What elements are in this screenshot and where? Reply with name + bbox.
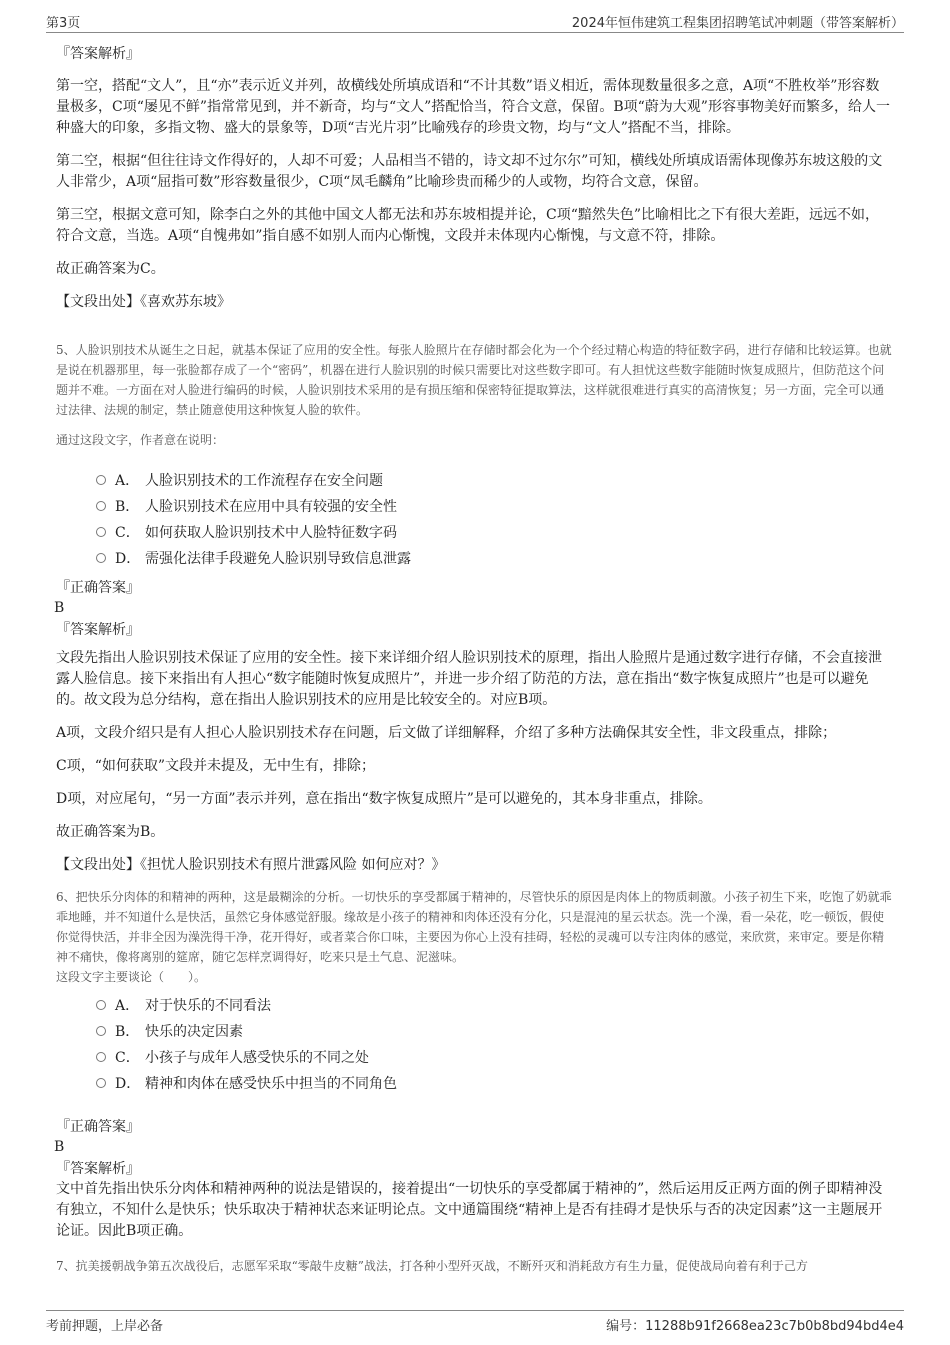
q4-analysis-paragraph-1: 第一空，搭配“文人”，且“亦”表示近义并列，故横线处所填成语和“不计其数”语义相近，需体现数量很多之意，A项“不胜枚举”形容数量极多，C项“屡见不鲜”指常常见到，并不新奇，均与“文人”搭配恰当，符合文意，保留。B项“蔚为大观”形容事物美好而繁多，给人一种盛大的印象，多指文物、盛大的景象等，D项“吉光片羽”比喻残存的珍贵文物，均与“文人”搭配不当，排除。	[56, 78, 890, 136]
question-6	[56, 887, 892, 1242]
q5-prompt: 通过这段文字，作者意在说明：	[56, 433, 225, 447]
q6-stem: 6、把快乐分肉体的和精神的两种，这是最糊涂的分析。一切快乐的享受都属于精神的，尽管快乐的原因是肉体上的物质刺激。小孩子初生下来，吃饱了奶就乖乖地睡，并不知道什么是快活，虽然它身体感觉舒服。缘故是小孩子的精神和肉体还没有分化，只是混沌的星云状态。洗一个澡，看一朵花，吃一顿饭，假使你觉得快活，并非全因为澡洗得干净，花开得好，或者菜合你口味，主要因为你心上没有挂碍，轻松的灵魂可以专注肉体的感觉，来欣赏，来审定。要是你精神不痛快，像将离别的筵席，随它怎样烹调得好，吃来只是土气息、泥滋味。	[56, 890, 892, 964]
q5-option-d[interactable]: D． 需强化法律手段避免人脸识别导致信息泄露	[96, 546, 892, 572]
q7-stem: 7、抗美援朝战争第五次战役后，志愿军采取“零敲牛皮糖”战法，打各种小型歼灭战，不断歼灭和消耗敌方有生力量，促使战局向着有利于己方	[56, 1259, 808, 1273]
q6-option-b[interactable]: B． 快乐的决定因素	[96, 1019, 892, 1045]
radio-icon[interactable]	[96, 475, 106, 485]
radio-icon[interactable]	[96, 501, 106, 511]
q5-option-a[interactable]: A． 人脸识别技术的工作流程存在安全问题	[96, 468, 892, 494]
radio-icon[interactable]	[96, 1078, 106, 1088]
radio-icon[interactable]	[96, 527, 106, 537]
q6-prompt: 这段文字主要谈论（ ）。	[56, 970, 207, 984]
q4-analysis	[56, 44, 892, 312]
radio-icon[interactable]	[96, 553, 106, 563]
q5-stem: 5、人脸识别技术从诞生之日起，就基本保证了应用的安全性。每张人脸照片在存储时都会化为一个个经过精心构造的特征数字码，进行存储和比较运算。也就是说在机器那里，每一张脸都存成了一个“密码”，机器在进行人脸识别的时候只需要比对这些数字即可。有人担忧这些数字能随时恢复成照片，但防范这个问题并不难。一方面在对人脸进行编码的时候，人脸识别技术采用的是有损压缩和保密特征提取算法，这样就很难进行真实的高清恢复；另一方面，完全可以通过法律、法规的制定，禁止随意使用这种恢复人脸的软件。	[56, 343, 892, 417]
q6-answer: B	[54, 1139, 65, 1155]
q4-analysis-paragraph-2: 第二空，根据“但往往诗文作得好的，人却不可爱；人品相当不错的，诗文却不过尔尔”可知，横线处所填成语需体现像苏东坡这般的文人非常少，A项“屈指可数”形容数量很少，C项“凤毛麟角”比喻珍贵而稀少的人或物，均符合文意，保留。	[56, 153, 883, 190]
question-5	[56, 330, 892, 875]
document-title: 2024年恒伟建筑工程集团招聘笔试冲刺题（带答案解析）	[571, 16, 904, 31]
footer-slogan: 考前押题，上岸必备	[46, 1319, 164, 1334]
q5-analysis-paragraph-1: 文段先指出人脸识别技术保证了应用的安全性。接下来详细介绍人脸识别技术的原理，指出人脸照片是通过数字进行存储，不会直接泄露人脸信息。接下来指出有人担心“数字能随时恢复成照片”，并进一步介绍了防范的方法，意在指出“数字恢复成照片”也是可以避免的。故文段为总分结构，意在指出人脸识别技术的应用是比较安全的。对应B项。	[56, 650, 882, 708]
q5-option-c[interactable]: C． 如何获取人脸识别技术中人脸特征数字码	[96, 520, 892, 546]
q4-analysis-paragraph-3: 第三空，根据文意可知，除李白之外的其他中国文人都无法和苏东坡相提并论，C项“黯然失色”比喻相比之下有很大差距，远远不如，符合文意，当选。A项“自愧弗如”指自感不如别人而内心惭愧，文段并未体现内心惭愧，与文意不符，排除。	[56, 207, 880, 244]
q6-option-c[interactable]: C． 小孩子与成年人感受快乐的不同之处	[96, 1045, 892, 1071]
page-content	[56, 44, 892, 1276]
radio-icon[interactable]	[96, 1000, 106, 1010]
analysis-label: 『答案解析』	[56, 622, 140, 638]
page-number: 第3页	[46, 16, 81, 31]
page-footer	[46, 1310, 904, 1335]
q5-conclusion: 故正确答案为B。	[56, 824, 165, 840]
q5-analysis-paragraph-4: D项，对应尾句，“另一方面”表示并列，意在指出“数字恢复成照片”是可以避免的，其本身非重点，排除。	[56, 791, 712, 807]
analysis-label: 『答案解析』	[56, 1161, 140, 1177]
q6-option-d[interactable]: D． 精神和肉体在感受快乐中担当的不同角色	[96, 1071, 892, 1097]
q6-analysis: 文中首先指出快乐分肉体和精神两种的说法是错误的，接着提出“一切快乐的享受都属于精神的”，然后运用反正两方面的例子即精神没有独立，不知什么是快乐；快乐取决于精神状态来证明论点。文中通篇围绕“精神上是否有挂碍才是快乐与否的决定因素”这一主题展开论证。因此B项正确。	[56, 1181, 883, 1239]
q4-conclusion: 故正确答案为C。	[56, 261, 165, 277]
q5-source: 【文段出处】《担忧人脸识别技术有照片泄露风险 如何应对？》	[56, 857, 446, 873]
q6-options	[96, 993, 892, 1097]
q4-source: 【文段出处】《喜欢苏东坡》	[56, 294, 231, 310]
q5-option-b[interactable]: B． 人脸识别技术在应用中具有较强的安全性	[96, 494, 892, 520]
page-header	[46, 10, 904, 33]
radio-icon[interactable]	[96, 1026, 106, 1036]
q5-options	[96, 468, 892, 572]
answer-label: 『正确答案』	[56, 580, 140, 596]
q5-answer: B	[54, 600, 65, 616]
q6-option-a[interactable]: A． 对于快乐的不同看法	[96, 993, 892, 1019]
q5-analysis-paragraph-3: C项，“如何获取”文段并未提及，无中生有，排除；	[56, 758, 376, 774]
document-id: 编号：11288b91f2668ea23c7b0b8bd94bd4e4	[606, 1319, 904, 1334]
analysis-label: 『答案解析』	[56, 46, 140, 62]
answer-label: 『正确答案』	[56, 1119, 140, 1135]
radio-icon[interactable]	[96, 1052, 106, 1062]
q5-analysis-paragraph-2: A项，文段介绍只是有人担心人脸识别技术存在问题，后文做了详细解释，介绍了多种方法确保其安全性，非文段重点，排除；	[56, 725, 837, 741]
